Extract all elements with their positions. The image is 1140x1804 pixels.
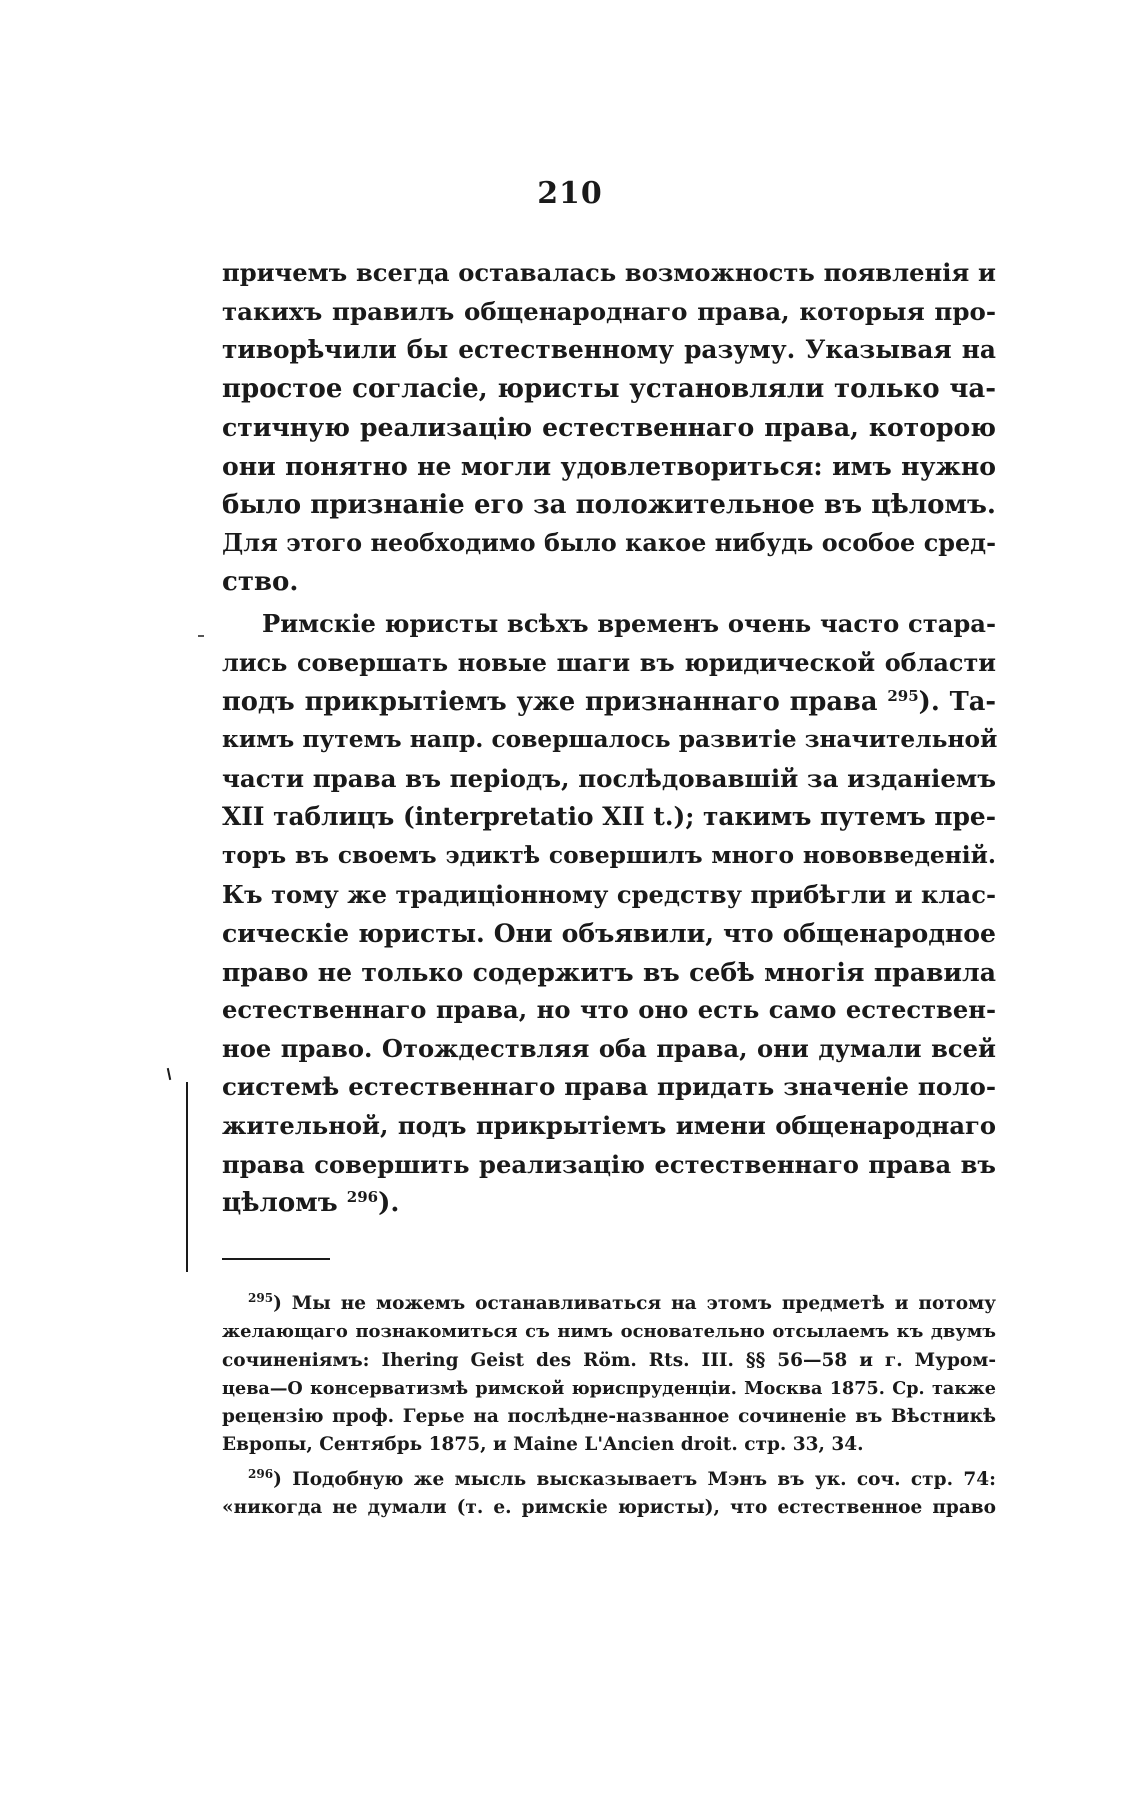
text-line: жительной, подъ прикрытіемъ имени общенароднаго	[222, 1111, 996, 1141]
text-fragment: подъ прикрытіемъ уже признаннаго права	[222, 686, 878, 717]
footnote-ref-295: 295	[887, 686, 919, 705]
footnote-line: Европы, Сентябрь 1875, и Maine L'Ancien droit. стр. 33, 34.	[222, 1434, 864, 1456]
text-line: лись совершать новые шаги въ юридической области	[222, 648, 996, 677]
footnote-marker: 296	[248, 1466, 274, 1481]
text-line: такихъ правилъ общенароднаго права, которыя про-	[222, 296, 996, 326]
margin-bracket	[186, 1082, 188, 1272]
text-line: сическіе юристы. Они объявили, что общенародное	[222, 918, 996, 949]
paragraph-1	[222, 254, 996, 601]
text-line: причемъ всегда оставалась возможность появленія и	[222, 258, 996, 287]
text-line	[222, 683, 996, 722]
text-line: они понятно не могли удовлетвориться: имъ нужно	[222, 450, 996, 481]
footnotes	[222, 1290, 996, 1522]
margin-mark	[198, 635, 204, 637]
text-line: стичную реализацію естественнаго права, которою	[222, 412, 996, 443]
text-line: системѣ естественнаго права придать значеніе поло-	[222, 1072, 996, 1102]
text-fragment: ) Мы не можемъ останавливаться на этомъ предметѣ и потому	[273, 1293, 996, 1314]
text-line: Римскіе юристы всѣхъ временъ очень часто стара-	[262, 609, 996, 639]
text-line: было признаніе его за положительное въ цѣломъ.	[222, 489, 996, 520]
text-line: тиворѣчили бы естественному разуму. Указывая на	[222, 335, 996, 365]
text-line	[222, 1184, 996, 1223]
text-line: Къ тому же традиціонному средству прибѣгли и клас-	[222, 879, 996, 909]
footnote-296	[222, 1466, 996, 1523]
text-line: простое согласіе, юристы установляли только ча-	[222, 373, 996, 404]
footnote-separator	[222, 1258, 330, 1260]
footnote-line: цева—О консерватизмѣ римской юриспруденціи. Москва 1875. Ср. также	[222, 1377, 996, 1399]
text-line: ное право. Отождествляя оба права, они думали всей	[222, 1033, 996, 1063]
text-line: ство.	[222, 566, 299, 597]
text-line: торъ въ своемъ эдиктѣ совершилъ много нововведеній.	[222, 841, 996, 869]
text-line: части права въ періодъ, послѣдовавшій за изданіемъ	[222, 763, 996, 793]
footnote-295	[222, 1290, 996, 1460]
text-line: Для этого необходимо было какое нибудь особое сред-	[222, 529, 996, 558]
text-fragment: цѣломъ	[222, 1188, 338, 1219]
footnote-line: желающаго познакомиться съ нимъ основательно отсылаемъ къ двумъ	[222, 1321, 996, 1343]
text-fragment: ) Подобную же мысль высказываетъ Мэнъ въ ук. соч. стр. 74:	[273, 1468, 996, 1490]
text-line: XII таблицъ (interpretatio XII t.); такимъ путемъ пре-	[222, 802, 996, 832]
text-line: кимъ путемъ напр. совершалось развитіе значительной	[222, 726, 998, 754]
footnote-line: рецензію проф. Герье на послѣдне-названное сочиненіе въ Вѣстникѣ	[222, 1406, 996, 1428]
text-line: естественнаго права, но что оно есть само естествен-	[222, 995, 996, 1025]
footnote-line: сочиненіямъ: Ihering Geist des Röm. Rts. III. §§ 56—58 и г. Муром-	[222, 1349, 996, 1371]
footnote-marker: 295	[248, 1291, 274, 1305]
margin-tick	[167, 1068, 171, 1080]
page-number: 210	[537, 176, 603, 211]
text-fragment: ).	[378, 1188, 400, 1219]
main-text	[222, 254, 996, 1223]
text-line: право не только содержитъ въ себѣ многія правила	[222, 956, 996, 987]
footnote-line	[222, 1466, 996, 1494]
footnote-ref-296: 296	[346, 1188, 379, 1207]
text-fragment: ). Та-	[918, 686, 997, 717]
paragraph-2	[222, 605, 996, 1223]
footnote-line: «никогда не думали (т. е. римскіе юристы), что естественное право	[222, 1497, 996, 1519]
text-line: права совершить реализацію естественнаго права въ	[222, 1149, 996, 1179]
footnote-line	[222, 1290, 996, 1318]
